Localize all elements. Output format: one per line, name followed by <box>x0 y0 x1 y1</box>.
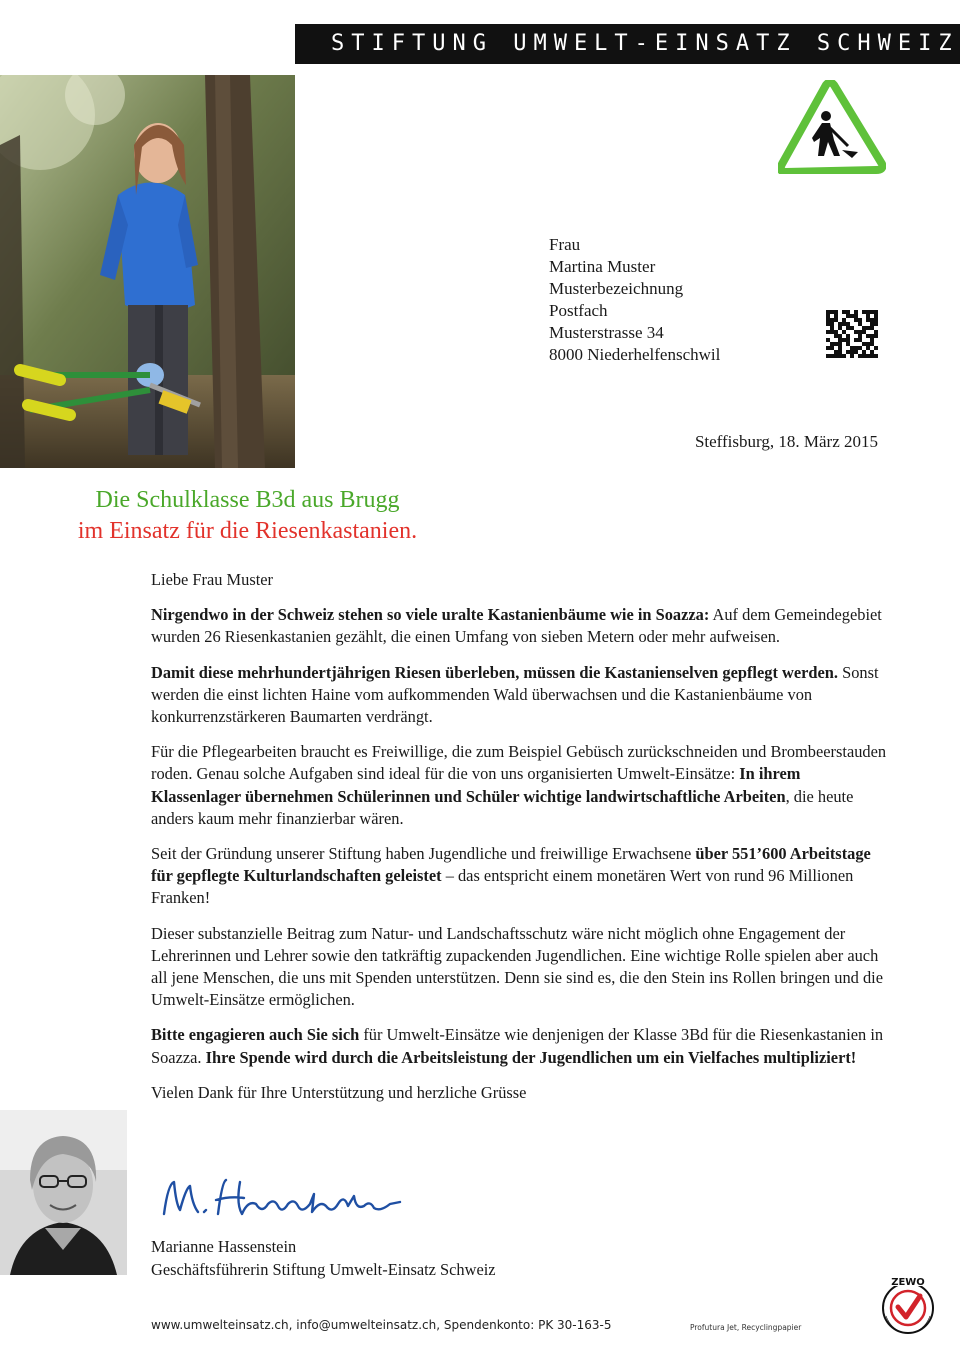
recipient-city: 8000 Niederhelfenschwil <box>549 345 721 364</box>
recipient-salutation: Frau <box>549 235 581 254</box>
p6-text: für Umwelt-Einsätze wie denjenigen der Klasse 3Bd für die Riesenkastanien in Soazza. <box>151 1025 884 1067</box>
letter-greeting: Liebe Frau Muster <box>151 570 273 589</box>
svg-text:ZEWO: ZEWO <box>891 1277 925 1288</box>
letter-closing: Vielen Dank für Ihre Unterstützung und herzliche Grüsse <box>151 1082 527 1102</box>
p3-text-1: Für die Pflegearbeiten braucht es Freiwillige, die zum Beispiel Gebüsch zurückschneiden und Brombeerstauden roden. Genau solche Aufgaben sind ideal für die von uns organisierten Umwelt-Einsätze: <box>151 742 887 784</box>
main-photo <box>0 75 295 468</box>
recipient-pobox: Postfach <box>549 301 608 320</box>
org-banner: STIFTUNG UMWELT-EINSATZ SCHWEIZ <box>295 24 960 64</box>
letter-date: Steffisburg, 18. März 2015 <box>694 432 878 451</box>
p6-bold-1: Bitte engagieren auch Sie sich <box>151 1025 360 1045</box>
signature <box>160 1174 420 1224</box>
signer-portrait <box>0 1110 127 1275</box>
recipient-name: Martina Muster <box>549 257 656 276</box>
signer-title: Geschäftsführerin Stiftung Umwelt-Einsatz Schweiz <box>151 1259 496 1279</box>
headline-line-1: Die Schulklasse B3d aus Brugg <box>95 487 400 513</box>
p3-bold: In ihrem Klassenlager übernehmen Schülerinnen und Schüler wichtige landwirtschaftliche Arbeiten <box>151 764 801 806</box>
recipient-street: Musterstrasse 34 <box>549 323 664 342</box>
p4-bold: über 551’600 Arbeitstage für gepflegte Kulturlandschaften geleistet <box>151 844 871 886</box>
p1-text: Auf dem Gemeindegebiet wurden 26 Riesenkastanien gezählt, die einen Umfang von sieben Metern oder mehr aufweisen. <box>151 605 882 647</box>
recipient-designation: Musterbezeichnung <box>549 279 684 298</box>
qr-code <box>826 310 878 358</box>
paragraph-4 <box>151 843 891 910</box>
recipient-address <box>549 234 720 366</box>
p4-text-2: – das entspricht einem monetären Wert von rund 96 Millionen Franken! <box>151 866 854 908</box>
paragraph-5: Dieser substanzielle Beitrag zum Natur- und Landschaftsschutz wäre nicht möglich ohne Engagement der Lehrerinnen und Lehrer sowie den tatkräftig zupackenden Jugendlichen. Eine wichtige Rolle spielen aber auch all jene Menschen, die uns mit Spenden unterstützen. Denn sie sind es, die den Stein ins Rollen bringen und die Umwelt-Einsätze ermöglichen. <box>151 923 883 1010</box>
footer-contact: www.umwelteinsatz.ch, info@umwelteinsatz.ch, Spendenkonto: PK 30-163-5 <box>151 1318 612 1332</box>
p2-bold: Damit diese mehrhundertjährigen Riesen überleben, müssen die Kastanienselven gepflegt werden. <box>151 662 839 682</box>
signer-block <box>151 1236 496 1281</box>
zewo-seal <box>872 1270 944 1336</box>
signer-name: Marianne Hassenstein <box>151 1237 297 1256</box>
paragraph-6 <box>151 1024 891 1068</box>
headline <box>0 485 495 547</box>
p3-text-2: , die heute anders kaum mehr finanzierbar wären. <box>151 786 854 828</box>
p6-bold-2: Ihre Spende wird durch die Arbeitsleistung der Jugendlichen um ein Vielfaches multipliziert! <box>205 1047 857 1067</box>
p1-bold: Nirgendwo in der Schweiz stehen so viele uralte Kastanienbäume wie in Soazza: <box>151 605 710 625</box>
p2-text: Sonst werden die einst lichten Haine vom aufkommenden Wald überwachsen und die Kastanienbäume von konkurrenzstärkeren Baumarten verdrängt. <box>151 662 879 727</box>
headline-line-2: im Einsatz für die Riesenkastanien. <box>77 518 418 544</box>
worker-sign-logo <box>778 80 886 174</box>
paper-note: Profutura Jet, Recyclingpapier <box>690 1323 802 1332</box>
paragraph-1 <box>151 604 891 648</box>
paragraph-2 <box>151 662 891 729</box>
letter-body <box>151 569 891 1117</box>
p4-text-1: Seit der Gründung unserer Stiftung haben Jugendliche und freiwillige Erwachsene <box>151 844 696 864</box>
paragraph-3 <box>151 741 891 830</box>
